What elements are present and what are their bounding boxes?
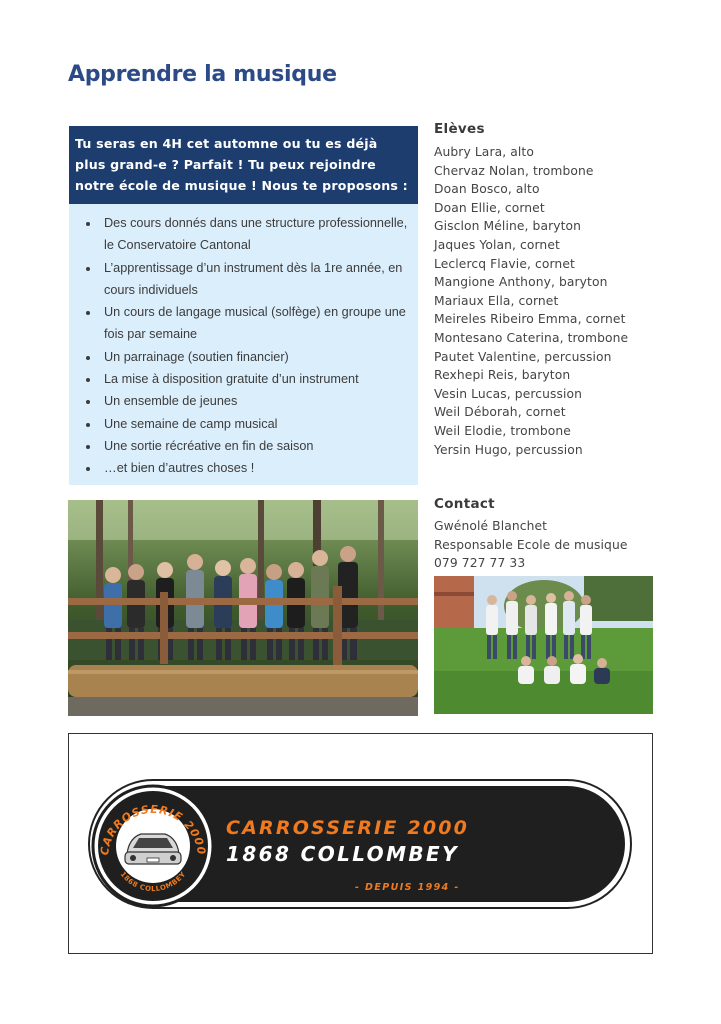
contact-role: Responsable Ecole de musique — [434, 537, 628, 552]
offer-item: • Des cours donnés dans une structure professionnelle, le Conservatoire Cantonal — [100, 212, 414, 257]
student-item: Mangione Anthony, baryton — [434, 275, 608, 290]
badge-bottom-text: 1868 COLLOMBEY — [118, 870, 188, 894]
student-item: Montesano Caterina, trombone — [434, 330, 629, 345]
sponsor-location: 1868 COLLOMBEY — [226, 842, 459, 866]
intro-heading: Tu seras en 4H cet automne ou tu es déjà plus grand-e ? Parfait ! Tu peux rejoindre notre école de musique ! Nous te proposons : — [75, 136, 408, 193]
student-item: Mariaux Ella, cornet — [434, 293, 559, 308]
page-title: Apprendre la musique — [68, 62, 337, 87]
student-item: Weil Déborah, cornet — [434, 405, 566, 420]
badge-text-ring — [88, 788, 218, 918]
student-item: Vesin Lucas, percussion — [434, 386, 583, 401]
contact-heading: Contact — [434, 496, 495, 512]
svg-text:CARROSSERIE 2000 — [98, 803, 208, 856]
offer-list — [73, 212, 414, 480]
contact-name: Gwénolé Blanchet — [434, 519, 548, 533]
grass-group-illustration — [434, 576, 653, 714]
student-item: Doan Ellie, cornet — [434, 200, 545, 215]
offer-item: • …et bien d’autres choses ! — [100, 457, 414, 479]
offer-item: • L’apprentissage d’un instrument dès la 1re année, en cours individuels — [100, 257, 414, 302]
student-item: Pautet Valentine, percussion — [434, 349, 612, 364]
student-item: Leclercq Flavie, cornet — [434, 256, 575, 271]
student-item: Doan Bosco, alto — [434, 182, 540, 197]
contact-block — [434, 517, 628, 573]
bridge-group-illustration — [68, 500, 418, 716]
offer-item: • Un cours de langage musical (solfège) en groupe une fois par semaine — [100, 301, 414, 346]
offer-box — [69, 204, 418, 485]
bridge-group-photo — [68, 500, 418, 716]
offer-item: • Un parrainage (soutien financier) — [100, 346, 414, 368]
student-item: Gisclon Méline, baryton — [434, 219, 582, 234]
sponsor-name: CARROSSERIE 2000 — [226, 817, 470, 839]
offer-item: • La mise à disposition gratuite d’un instrument — [100, 368, 414, 390]
sponsor-since: - DEPUIS 1994 - — [355, 882, 460, 893]
student-item: Yersin Hugo, percussion — [434, 442, 583, 457]
student-item: Aubry Lara, alto — [434, 145, 534, 159]
offer-item: • Une semaine de camp musical — [100, 413, 414, 435]
intro-heading-box — [69, 126, 418, 204]
contact-phone: 079 727 77 33 — [434, 556, 526, 571]
student-item: Jaques Yolan, cornet — [434, 237, 560, 252]
grass-group-photo — [434, 576, 653, 714]
student-item: Weil Elodie, trombone — [434, 423, 571, 438]
student-item: Meireles Ribeiro Emma, cornet — [434, 312, 626, 327]
badge-top-text: CARROSSERIE 2000 — [97, 802, 209, 857]
svg-text:1868 COLLOMBEY — [119, 870, 188, 893]
students-list — [434, 143, 628, 459]
offer-item: • Une sortie récréative en fin de saison — [100, 435, 414, 457]
offer-item: • Un ensemble de jeunes — [100, 390, 414, 412]
student-item: Rexhepi Reis, baryton — [434, 368, 571, 383]
student-item: Chervaz Nolan, trombone — [434, 163, 594, 178]
students-heading: Elèves — [434, 121, 485, 137]
